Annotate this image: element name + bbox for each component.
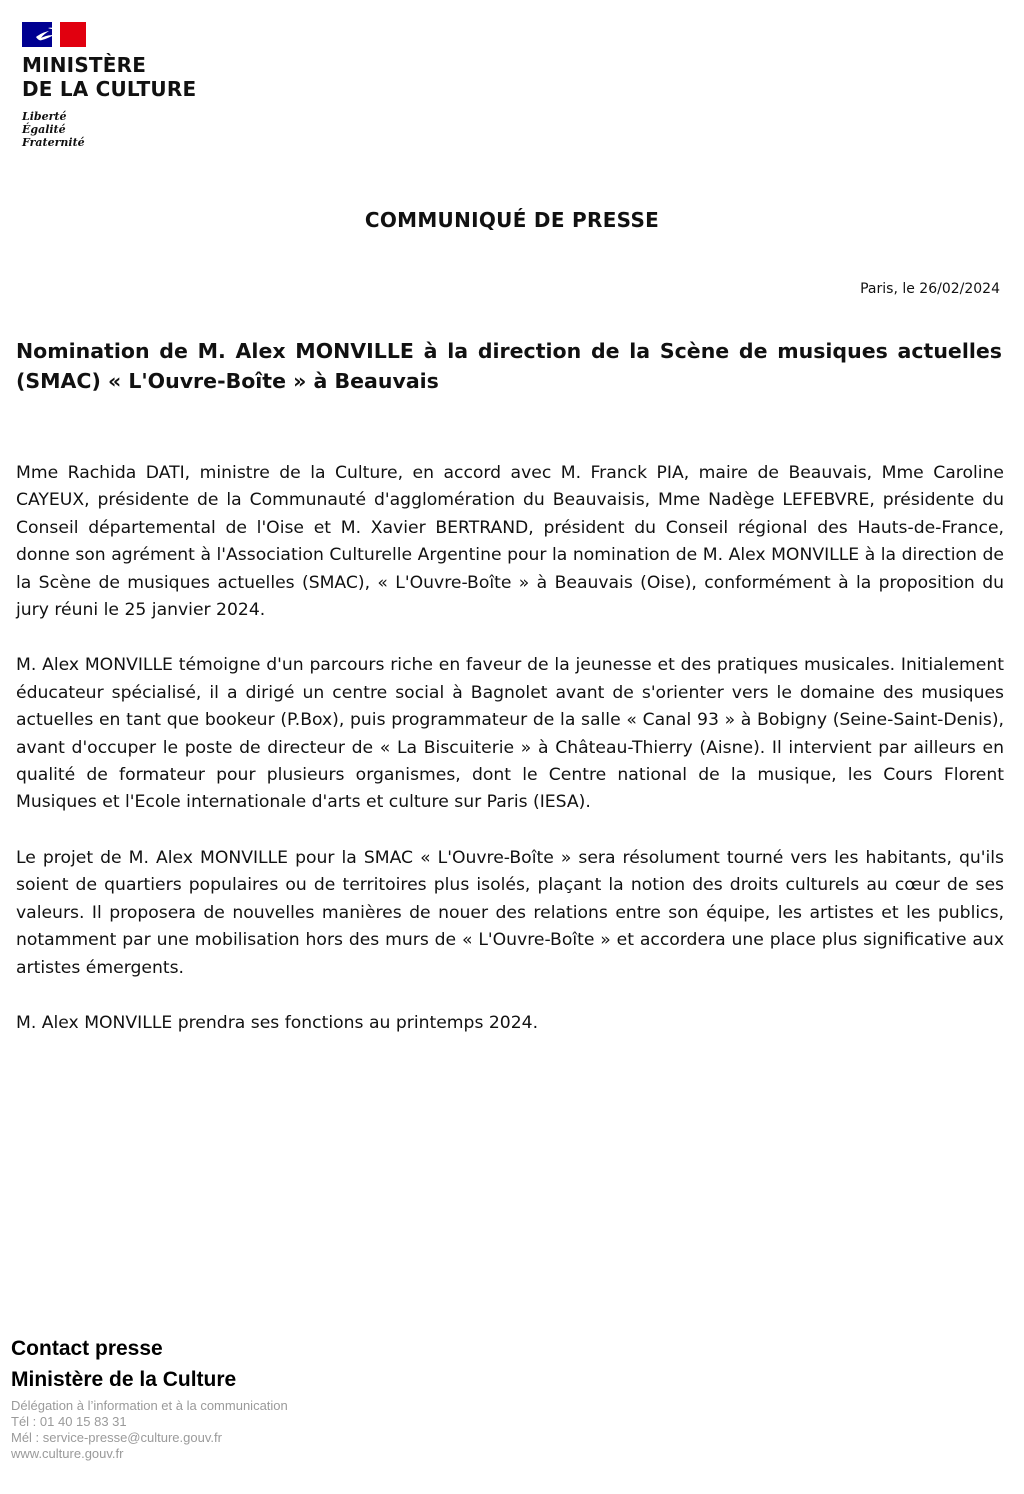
marianne-profile-icon [32, 25, 58, 43]
motto-egalite: Égalité [22, 123, 66, 136]
contact-organization: Ministère de la Culture [11, 1368, 237, 1391]
motto-fraternite: Fraternité [22, 136, 85, 149]
press-release-headline: Nomination de M. Alex MONVILLE à la direction de la Scène de musiques actuelles (SMAC) « L'Ouvre-Boîte » à Beauvais [16, 339, 1002, 393]
paragraph-start-date: M. Alex MONVILLE prendra ses fonctions au printemps 2024. [16, 1012, 539, 1033]
contact-department: Délégation à l’information et à la communication [11, 1398, 288, 1413]
republic-motto [22, 110, 282, 149]
press-contact-block [11, 1333, 511, 1462]
marianne-flag-icon [22, 22, 86, 47]
press-release-body [16, 460, 1004, 1065]
motto-liberte: Liberté [22, 110, 67, 123]
document-date: Paris, le 26/02/2024 [860, 281, 1000, 297]
ministry-name-line-2: DE LA CULTURE [22, 77, 197, 101]
ministry-name-line-1: MINISTÈRE [22, 53, 147, 77]
contact-phone: Tél : 01 40 15 83 31 [11, 1414, 127, 1429]
contact-website[interactable]: www.culture.gouv.fr [11, 1446, 124, 1461]
paragraph-agreement: Mme Rachida DATI, ministre de la Culture, en accord avec M. Franck PIA, maire de Beauvais, Mme Caroline CAYEUX, présidente de la Communauté d'agglomération du Beauvaisis, Mme Nadège LEFEBVRE, présidente du Conseil départemental de l'Oise et M. Xavier BERTRAND, président du Conseil régional des Hauts-de-France, donne son agrément à l'Association Culturelle Argentine pour la nomination de M. Alex MONVILLE à la direction de la Scène de musiques actuelles (SMAC), « L'Ouvre-Boîte » à Beauvais (Oise), conformément à la proposition du jury réuni le 25 janvier 2024. [16, 463, 1004, 621]
paragraph-project: Le projet de M. Alex MONVILLE pour la SMAC « L'Ouvre-Boîte » sera résolument tourné vers les habitants, qu'ils soient de quartiers populaires ou de territoires plus isolés, plaçant la notion des droits culturels au cœur de ses valeurs. Il proposera de nouvelles manières de nouer des relations entre son équipe, les artistes et les publics, notamment par une mobilisation hors des murs de « L'Ouvre-Boîte » et accordera une place plus significative aux artistes émergents. [16, 847, 1004, 978]
ministry-logo [22, 22, 282, 149]
paragraph-career: M. Alex MONVILLE témoigne d'un parcours riche en faveur de la jeunesse et des pratiques musicales. Initialement éducateur spécialisé, il a dirigé un centre social à Bagnolet avant de s'orienter vers le domaine des musiques actuelles en tant que bookeur (P.Box), puis programmateur de la salle « Canal 93 » à Bobigny (Seine-Saint-Denis), avant d'occuper le poste de directeur de « La Biscuiterie » à Château-Thierry (Aisne). Il intervient par ailleurs en qualité de formateur pour plusieurs organismes, dont le Centre national de la musique, les Cours Florent Musiques et l'Ecole internationale d'arts et culture sur Paris (IESA). [16, 655, 1004, 813]
contact-email[interactable]: Mél : service-presse@culture.gouv.fr [11, 1430, 222, 1445]
document-type-heading: COMMUNIQUÉ DE PRESSE [364, 208, 660, 232]
ministry-name [22, 53, 282, 101]
contact-title: Contact presse [11, 1337, 163, 1360]
